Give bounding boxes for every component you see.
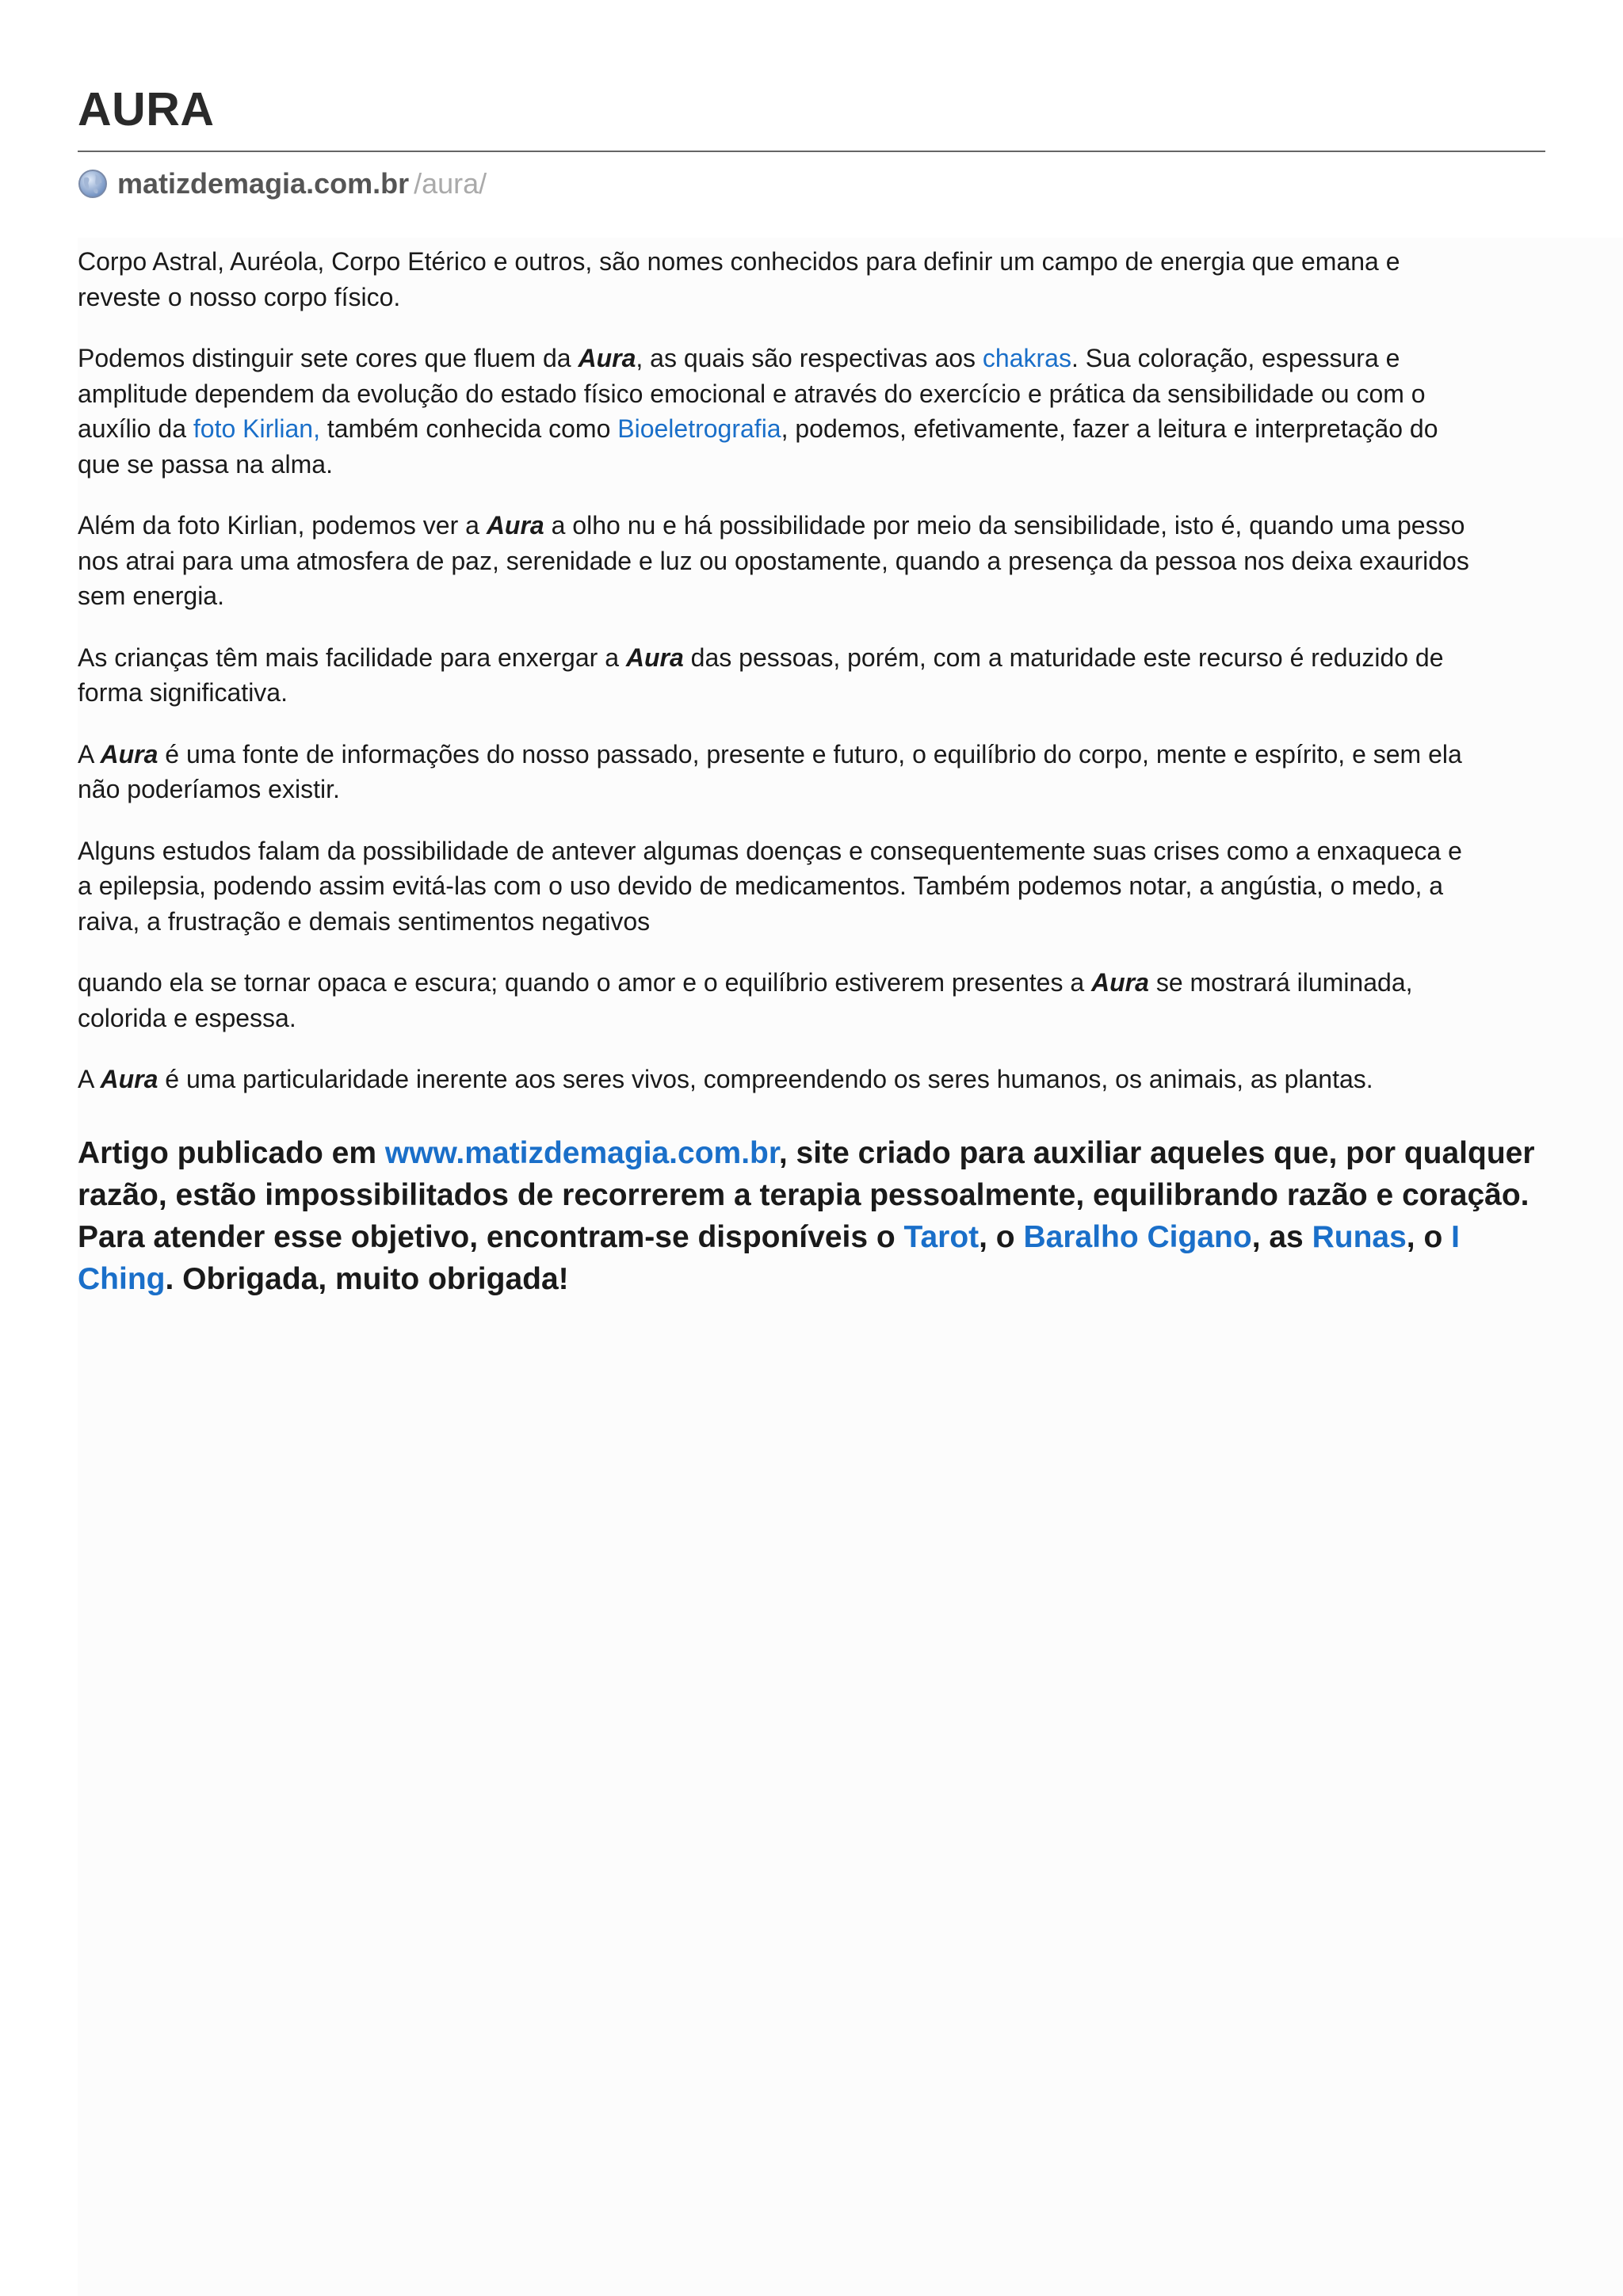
text-fragment: Podemos distinguir sete cores que fluem da xyxy=(78,344,579,372)
text-line: colorida e espessa. xyxy=(78,1003,296,1032)
runas-link[interactable]: Runas xyxy=(1312,1219,1407,1254)
text-fragment: Além da foto Kirlian, podemos ver a xyxy=(78,511,487,540)
article xyxy=(78,0,1545,1300)
text-fragment: , as quais são respectivas aos xyxy=(636,344,983,372)
text-line xyxy=(78,341,1545,376)
chakras-link[interactable]: chakras xyxy=(982,344,1071,372)
text-fragment: , podemos, efetivamente, fazer a leitura e interpretação do xyxy=(781,414,1438,443)
baralho-cigano-link[interactable]: Baralho Cigano xyxy=(1023,1219,1252,1254)
text-fragment: , o xyxy=(979,1219,1024,1254)
text-line: razão, estão impossibilitados de recorrerem a terapia pessoalmente, equilibrando razão e coração. xyxy=(78,1177,1529,1212)
text-fragment: quando ela se tornar opaca e escura; quando o amor e o equilíbrio estiverem presentes a xyxy=(78,968,1092,997)
text-fragment: A xyxy=(78,1065,101,1093)
text-line xyxy=(78,1216,1545,1258)
bioeletrografia-link[interactable]: Bioeletrografia xyxy=(617,414,781,443)
text-line xyxy=(78,737,1545,772)
paragraph-7 xyxy=(78,965,1545,1035)
source-domain[interactable]: matizdemagia.com.br xyxy=(117,167,410,200)
text-fragment: das pessoas, porém, com a maturidade este recurso é reduzido de xyxy=(683,643,1444,672)
text-line: Alguns estudos falam da possibilidade de antever algumas doenças e consequentemente suas crises como a enxaqueca e xyxy=(78,836,1462,865)
text-fragment: auxílio da xyxy=(78,414,193,443)
text-fragment: Artigo publicado em xyxy=(78,1135,385,1170)
paragraph-5 xyxy=(78,737,1545,807)
publication-note xyxy=(78,1132,1545,1300)
text-line xyxy=(78,1258,1545,1300)
source-path[interactable]: /aura/ xyxy=(414,167,487,200)
paragraph-8 xyxy=(78,1062,1545,1097)
text-line: raiva, a frustração e demais sentimentos negativos xyxy=(78,906,651,936)
text-fragment: também conhecida como xyxy=(319,414,618,443)
text-fragment: , as xyxy=(1251,1219,1312,1254)
text-line xyxy=(78,1062,1545,1097)
text-line: a epilepsia, podendo assim evitá-las com o uso devido de medicamentos. Também podemos notar, a angústia, o medo, a xyxy=(78,871,1444,900)
text-line xyxy=(78,965,1545,1001)
i-ching-link[interactable]: Ching xyxy=(78,1261,166,1296)
paragraph-4 xyxy=(78,640,1545,711)
text-line: Corpo Astral, Auréola, Corpo Etérico e outros, são nomes conhecidos para definir um campo de energia que emana e xyxy=(78,247,1400,276)
text-fragment: é uma particularidade inerente aos seres vivos, compreendendo os seres humanos, os animais, as plantas. xyxy=(158,1065,1373,1093)
aura-emphasis: Aura xyxy=(578,344,636,372)
text-line: reveste o nosso corpo físico. xyxy=(78,282,401,311)
text-line xyxy=(78,640,1545,676)
text-fragment: é uma fonte de informações do nosso passado, presente e futuro, o equilíbrio do corpo, mente e espírito, e sem ela xyxy=(158,739,1462,769)
text-line xyxy=(78,1132,1545,1174)
text-line xyxy=(78,508,1545,543)
paragraph-3 xyxy=(78,508,1545,614)
text-fragment: . Sua coloração, espessura e xyxy=(1071,344,1400,372)
aura-emphasis: Aura xyxy=(625,643,684,672)
aura-emphasis: Aura xyxy=(1091,968,1149,997)
text-line: sem energia. xyxy=(78,582,224,610)
text-line: amplitude dependem da evolução do estado físico emocional e através do exercício e prática da sensibilidade ou com o xyxy=(78,379,1426,408)
page-title: AURA xyxy=(78,83,215,135)
text-fragment: se mostrará iluminada, xyxy=(1148,968,1413,997)
text-fragment: A xyxy=(78,739,101,769)
source-link[interactable] xyxy=(78,165,1545,203)
text-fragment: As crianças têm mais facilidade para enxergar a xyxy=(78,643,626,672)
aura-emphasis: Aura xyxy=(486,511,544,540)
aura-emphasis: Aura xyxy=(100,1065,158,1093)
paragraph-2 xyxy=(78,341,1545,482)
globe-icon xyxy=(78,169,108,199)
paragraph-6 xyxy=(78,833,1545,940)
i-ching-link[interactable]: I xyxy=(1451,1219,1460,1254)
text-line: nos atrai para uma atmosfera de paz, serenidade e luz ou opostamente, quando a presença da pessoa nos deixa exauridos xyxy=(78,546,1469,575)
text-fragment: , o xyxy=(1406,1219,1452,1254)
aura-emphasis: Aura xyxy=(100,739,158,769)
text-line xyxy=(78,411,1545,447)
title-divider xyxy=(78,151,1545,152)
text-line: forma significativa. xyxy=(78,678,288,707)
text-fragment: . Obrigada, muito obrigada! xyxy=(165,1261,569,1296)
text-line: não poderíamos existir. xyxy=(78,775,340,803)
text-line: que se passa na alma. xyxy=(78,449,333,479)
text-fragment: Para atender esse objetivo, encontram-se disponíveis o xyxy=(78,1219,904,1254)
text-fragment: a olho nu e há possibilidade por meio da sensibilidade, isto é, quando uma pesso xyxy=(544,511,1465,540)
text-fragment: , site criado para auxiliar aqueles que, por qualquer xyxy=(778,1135,1535,1170)
foto-kirlian-link[interactable]: foto Kirlian, xyxy=(193,414,320,443)
tarot-link[interactable]: Tarot xyxy=(903,1219,980,1254)
article-body xyxy=(78,244,1545,1097)
site-link[interactable]: www.matizdemagia.com.br xyxy=(384,1135,779,1170)
paragraph-1 xyxy=(78,244,1545,315)
